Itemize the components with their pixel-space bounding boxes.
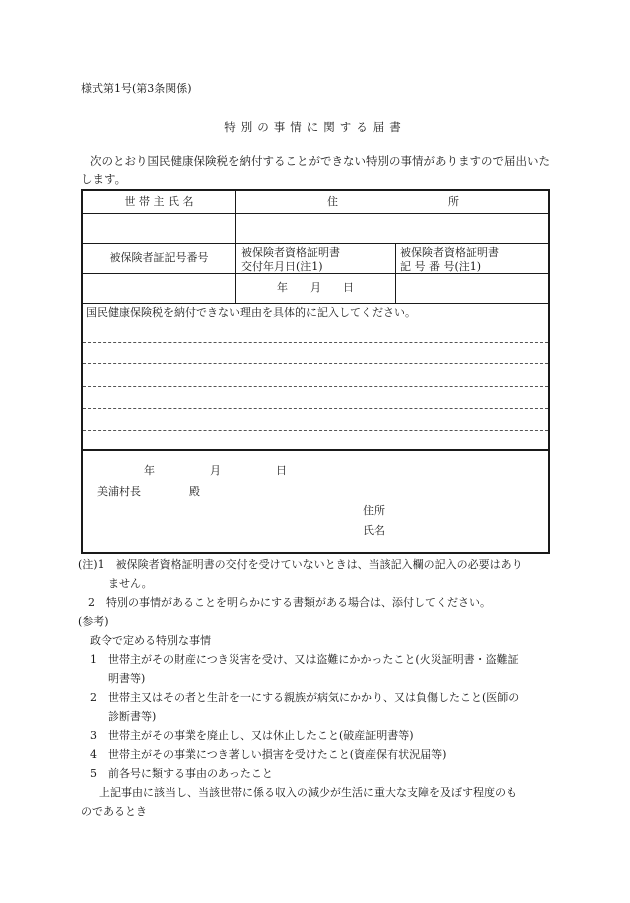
insured-number-field[interactable] — [85, 275, 233, 301]
reason-text-area[interactable] — [85, 323, 548, 447]
note-1-continued: ません。 — [108, 577, 153, 590]
honorific: 殿 — [189, 485, 200, 498]
notes-section — [78, 555, 561, 821]
closing-text: 上記事由に該当し、当該世帯に係る収入の減少が生活に重大な支障を及ぼす程度のも — [99, 786, 517, 799]
addressee: 美浦村長 — [97, 485, 141, 498]
main-form-table — [81, 189, 550, 451]
reference-item-3: 3 世帯主がその事業を廃止し、又は休止したこと(破産証明書等) — [90, 729, 414, 742]
reference-item-2-continued: 診断書等) — [108, 710, 157, 723]
insured-number-label: 被保険者証記号番号 — [109, 251, 209, 264]
applicant-address-label: 住所 — [363, 504, 385, 517]
reference-item-5: 5 前各号に類する事由のあったこと — [90, 767, 273, 780]
reference-item-4: 4 世帯主がその事業につき著しい損害を受けたこと(資産保有状況届等) — [90, 748, 447, 761]
householder-name-label: 世 帯 主 氏 名 — [124, 195, 194, 208]
reason-prompt: 国民健康保険税を納付できない理由を具体的に記入してください。 — [86, 306, 416, 319]
reference-item-1-continued: 明書等) — [108, 672, 146, 685]
column-divider — [395, 243, 396, 303]
signature-section — [81, 451, 550, 554]
reference-intro: 政令で定める特別な事情 — [90, 634, 211, 647]
row-divider — [83, 213, 548, 214]
submission-date[interactable]: 年 月 日 — [144, 464, 287, 477]
reference-item-2: 2 世帯主又はその者と生計を一にする親族が病気にかかり、又は負傷したこと(医師の — [90, 691, 520, 704]
cert-symbol-label-2: 記 号 番 号(注1) — [400, 260, 482, 273]
address-label: 住 所 — [327, 195, 459, 208]
note-1: (注)1 被保険者資格証明書の交付を受けていないときは、当該記入欄の記入の必要はあり — [78, 558, 523, 571]
householder-name-field[interactable] — [85, 215, 233, 242]
cert-date-field[interactable]: 年 月 日 — [277, 281, 354, 294]
intro-text: 次のとおり国民健康保険税を納付することができない特別の事情がありますので届出いたします。 — [81, 154, 550, 186]
reference-heading: (参考) — [78, 615, 109, 628]
cert-date-label-2: 交付年月日(注1) — [241, 260, 323, 273]
cert-symbol-label-1: 被保険者資格証明書 — [400, 246, 499, 259]
cert-date-label-1: 被保険者資格証明書 — [241, 246, 340, 259]
row-divider — [83, 303, 548, 304]
document-title: 特別の事情に関する届書 — [224, 120, 406, 134]
applicant-name-label: 氏名 — [363, 524, 385, 537]
row-divider — [83, 243, 548, 244]
closing-text-continued: のであるとき — [81, 805, 147, 818]
cert-symbol-field[interactable] — [397, 275, 549, 301]
form-number: 様式第1号(第3条関係) — [81, 82, 192, 95]
note-2: 2 特別の事情があることを明らかにする書類がある場合は、添付してください。 — [88, 596, 491, 609]
reference-item-1: 1 世帯主がその財産につき災害を受け、又は盗難にかかったこと(火災証明書・盗難証 — [90, 653, 519, 666]
address-field[interactable] — [238, 215, 548, 242]
